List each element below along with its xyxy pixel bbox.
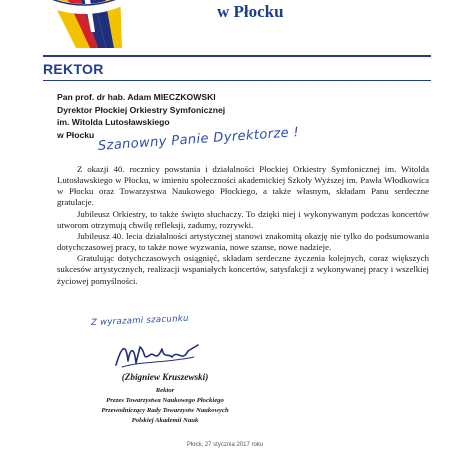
letter-body [57,164,429,287]
body-paragraph: Jubileusz Orkiestry, to także święto słuchaczy. To dzięki niej i wykonywanym podczas koncertów utworom otrzymują chwilę refleksji, zadumy, rozrywki. [57,208,429,230]
footer-date: Płock, 27 stycznia 2017 roku [186,442,264,448]
signer-name: (Zbigniew Kruszewski) [121,372,209,382]
signer-title-line: Prezes Towarzystwa Naukowego Płockiego [106,397,224,404]
title-rule-top [43,55,431,57]
signer-title-line: Przewodniczący Rady Towarzystw Naukowych [101,407,229,414]
handwritten-greeting: Szanowny Panie Dyrektorze ! [97,124,300,154]
body-paragraph: Z okazji 40. rocznicy powstania i działalności Płockiej Orkiestry Symfonicznej im. Witolda Lutosławskiego w Płocku, w imieniu społeczności akademickiej Szkoły Wyższej im. Pawła Włodkowica w Płocku oraz Towarzystwa Naukowego Płockiego, a także własnym, składam Panu serdeczne gratulacje. [57,164,429,208]
signer-title-line: Rektor [155,387,175,394]
signer-titles [40,386,290,426]
header-place: w Płocku [217,2,284,21]
university-logo [28,0,140,48]
body-paragraph: Jubileusz 40. lecia działalności artystycznej stanowi znakomitą okazję nie tylko do podsumowania dotychczasowej pracy, to także nowe wyzwania, nowe szanse, nowe nadzieje. [57,230,429,253]
recipient-line: w Płocku [57,129,95,140]
recipient-line: Pan prof. dr hab. Adam MIECZKOWSKI [57,92,216,102]
handwritten-closing: Z wyrazami szacunku [90,313,189,328]
body-paragraph: Gratulując dotychczasowych osiągnięć, składam serdeczne życzenia kolejnych, coraz większych sukcesów artystycznych, realizacji wspaniałych koncertów, satysfakcji z wykonywanej pracy i wszelkiej życiowej pomyślności. [57,253,429,286]
recipient-line: Dyrektor Płockiej Orkiestry Symfonicznej [57,104,226,115]
letter-title: REKTOR [43,61,104,77]
handwritten-signature [112,341,202,371]
recipient-line: im. Witolda Lutosławskiego [57,117,170,128]
signer-title-line: Polskiej Akademii Nauk [131,417,199,424]
title-rule-bottom [43,80,431,81]
